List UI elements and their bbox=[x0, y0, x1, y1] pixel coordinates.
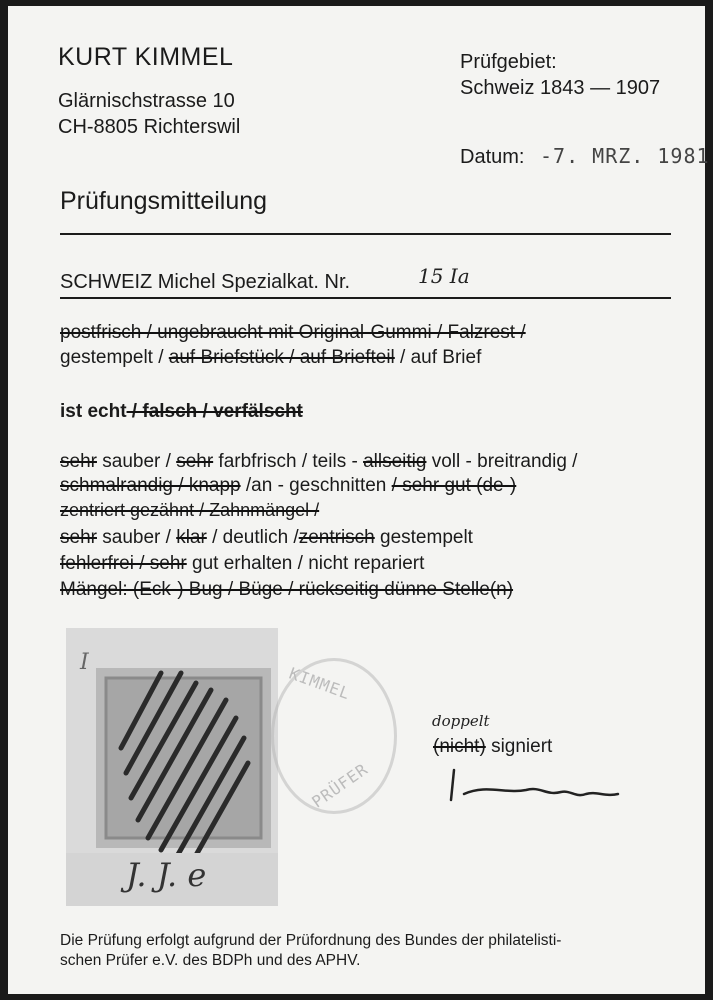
cond2-segment: auf Briefstück / auf Briefteil bbox=[168, 347, 395, 368]
detail-line-2 bbox=[60, 475, 516, 497]
date-label: Datum: bbox=[460, 146, 525, 168]
examiner-name: KURT KIMMEL bbox=[58, 43, 234, 71]
d4-segment: sehr bbox=[60, 527, 97, 548]
verdict-genuine: ist echt bbox=[60, 401, 127, 422]
footer-line-1: Die Prüfung erfolgt aufgrund der Prüfordnung des Bundes der philatelisti- bbox=[60, 932, 562, 949]
examiner-street: Glärnischstrasse 10 bbox=[58, 90, 235, 112]
d6-segment: Mängel: (Eck-) Bug / Büge / rückseitig dünne Stelle(n) bbox=[60, 579, 514, 600]
d1-segment: sehr bbox=[60, 451, 97, 472]
d5-segment: gut erhalten / nicht repariert bbox=[186, 553, 425, 574]
certificate-card bbox=[8, 6, 710, 994]
d1-segment: sauber / bbox=[96, 451, 177, 472]
date-value: -7. MRZ. 1981 bbox=[540, 144, 710, 168]
d3-segment: zentriert gezähnt / Zahnmängel / bbox=[60, 500, 320, 520]
area-label: Prüfgebiet: bbox=[460, 51, 557, 73]
signiert-label: signiert bbox=[491, 736, 553, 757]
cond1-segment: postfrisch / ungebraucht mit Original-Gummi / Falzrest / bbox=[60, 322, 526, 343]
page-title: Prüfungsmitteilung bbox=[60, 187, 268, 215]
d1-segment: sehr bbox=[176, 451, 214, 472]
d5-segment: fehlerfrei / sehr bbox=[60, 553, 187, 574]
d2-segment: / sehr gut (de-) bbox=[391, 475, 517, 496]
detail-line-1 bbox=[60, 451, 577, 473]
nicht-struck: (nicht) bbox=[433, 736, 486, 757]
d4-segment: gestempelt bbox=[374, 527, 473, 548]
stamp-photo bbox=[66, 628, 278, 906]
footer-line-2: schen Prüfer e.V. des BDPh und des APHV. bbox=[60, 952, 361, 969]
d1-segment: farbfrisch / teils - bbox=[213, 451, 364, 472]
d4-segment: klar bbox=[176, 527, 207, 548]
area-value: Schweiz 1843 — 1907 bbox=[460, 77, 661, 99]
detail-line-4 bbox=[60, 527, 473, 549]
doppelt-annotation: doppelt bbox=[432, 712, 490, 730]
detail-line-3 bbox=[60, 500, 319, 521]
catalog-number: 15 Ia bbox=[418, 264, 470, 288]
title-rule bbox=[60, 233, 671, 235]
photo-script: J. J. e bbox=[126, 856, 207, 894]
examiner-city: CH-8805 Richterswil bbox=[58, 116, 241, 138]
d4-segment: zentrisch bbox=[298, 527, 375, 548]
d4-segment: / deutlich / bbox=[206, 527, 299, 548]
condition-line-1 bbox=[60, 322, 526, 344]
ghost-stamp-text: KIMMEL bbox=[286, 663, 354, 704]
signed-line bbox=[433, 736, 552, 758]
d2-segment: schmalrandig / knapp bbox=[60, 475, 241, 496]
cond2-segment: / auf Brief bbox=[394, 347, 482, 368]
d1-segment: allseitig bbox=[363, 451, 427, 472]
d1-segment: voll - breitrandig / bbox=[426, 451, 578, 472]
verdict-line bbox=[60, 401, 303, 423]
catalog-rule bbox=[60, 297, 671, 299]
examiner-signature bbox=[446, 764, 626, 809]
detail-line-5 bbox=[60, 553, 424, 575]
verdict-struck: / falsch / verfälscht bbox=[126, 401, 303, 422]
photo-mark: I bbox=[80, 650, 89, 675]
condition-line-2 bbox=[60, 347, 481, 369]
cond2-segment: gestempelt / bbox=[60, 347, 169, 368]
detail-line-6 bbox=[60, 579, 513, 601]
catalog-label: SCHWEIZ Michel Spezialkat. Nr. bbox=[60, 271, 351, 293]
ghost-stamp-text-2: PRÜFER bbox=[308, 759, 372, 812]
d4-segment: sauber / bbox=[96, 527, 177, 548]
d2-segment: /an - geschnitten bbox=[240, 475, 392, 496]
